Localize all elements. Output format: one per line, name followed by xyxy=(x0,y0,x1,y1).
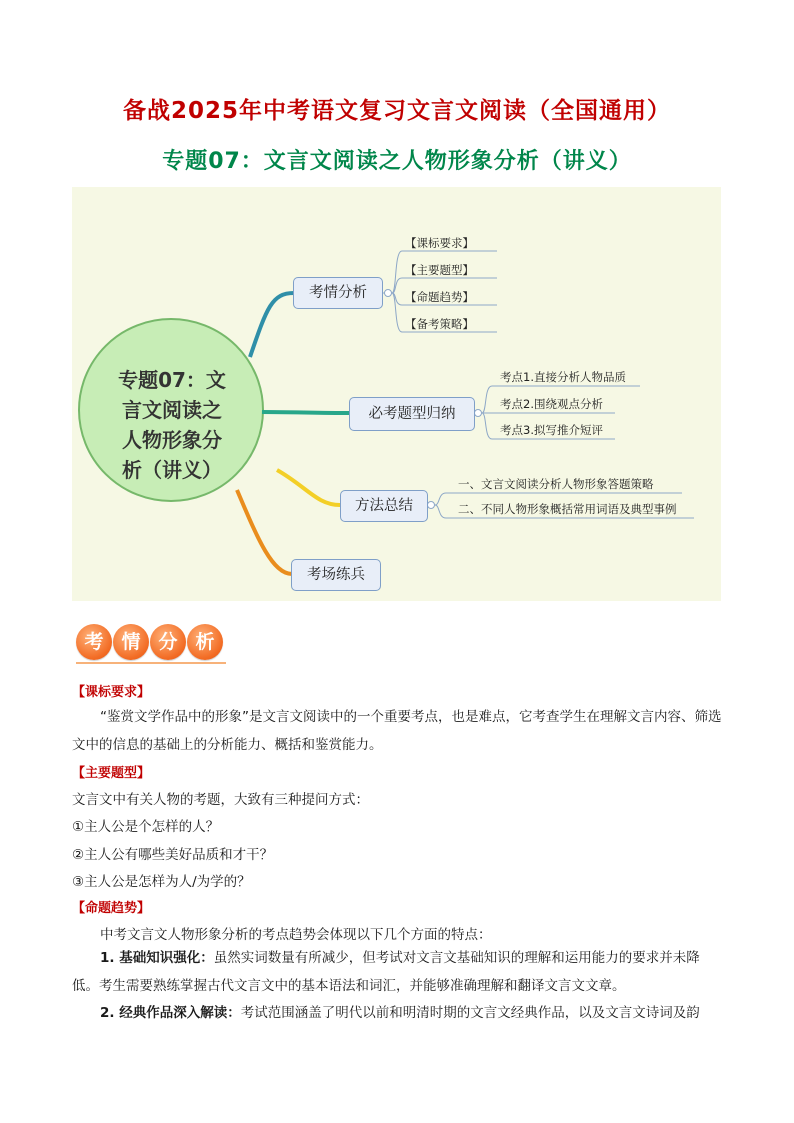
center-line: 言文阅读之 xyxy=(122,398,222,422)
trend-point-1 xyxy=(72,944,722,1000)
paragraph-kebiao: “鉴赏文学作品中的形象”是文言文阅读中的一个重要考点，也是难点，它考查学生在理解文言内容、筛选文中的信息的基础上的分析能力、概括和鉴赏能力。 xyxy=(72,709,722,753)
banner-underline xyxy=(76,662,226,664)
branch-node-lianbing: 考场练兵 xyxy=(291,559,381,591)
leaf-celue: 【备考策略】 xyxy=(405,317,474,331)
document-title: 备战2025年中考语文复习文言文阅读（全国通用） xyxy=(122,98,671,124)
center-line: 析（讲义） xyxy=(122,458,222,482)
question-item: ②主人公有哪些美好品质和才干？ xyxy=(72,847,274,863)
leaf-kaodian-2: 考点2.围绕观点分析 xyxy=(500,397,603,411)
section-banner-kaoqing xyxy=(76,622,226,662)
tixing-intro: 文言文中有关人物的考题，大致有三种提问方式： xyxy=(72,792,369,808)
trend-point-2-text: 考试范围涵盖了明代以前和明清时期的文言文经典作品，以及文言文诗词及韵 xyxy=(240,1005,700,1021)
qushi-intro: 中考文言文人物形象分析的考点趋势会体现以下几个方面的特点： xyxy=(100,927,492,943)
banner-char: 分 xyxy=(150,624,186,660)
leaf-fangfa-2: 二、不同人物形象概括常用词语及典型事例 xyxy=(458,502,677,516)
leaf-kaodian-1: 考点1.直接分析人物品质 xyxy=(500,370,626,384)
mind-map xyxy=(72,187,721,601)
heading-tixing: 【主要题型】 xyxy=(72,766,151,781)
heading-qushi: 【命题趋势】 xyxy=(72,901,151,916)
mind-map-center-text xyxy=(102,365,242,485)
branch-node-bikao: 必考题型归纳 xyxy=(349,397,475,431)
connector-branch-3 xyxy=(277,470,340,505)
trend-point-2 xyxy=(72,999,722,1027)
center-line: 专题07：文 xyxy=(118,368,226,392)
question-item: ③主人公是怎样为人/为学的？ xyxy=(72,874,251,890)
heading-kebiao: 【课标要求】 xyxy=(72,685,151,700)
connector-branch-4 xyxy=(237,490,292,574)
connector-branch-1 xyxy=(250,293,294,357)
leaf-qushi: 【命题趋势】 xyxy=(405,290,474,304)
branch-node-fangfa: 方法总结 xyxy=(340,490,428,522)
banner-char: 析 xyxy=(187,624,223,660)
document-subtitle: 专题07：文言文阅读之人物形象分析（讲义） xyxy=(162,149,632,174)
trend-point-1-text: 虽然实词数量有所减少，但考试对文言文基础知识的理解和运用能力的要求并未降低。考生需要熟练掌握古代文言文中的基本语法和词汇，并能够准确理解和翻译文言文文章。 xyxy=(72,950,700,994)
leaf-kaodian-3: 考点3.拟写推介短评 xyxy=(500,423,603,437)
connector-branch-2 xyxy=(262,412,350,413)
branch-node-kaoqing: 考情分析 xyxy=(293,277,383,309)
question-item: ①主人公是个怎样的人？ xyxy=(72,819,220,835)
leaf-kebiao: 【课标要求】 xyxy=(405,236,474,250)
trend-point-2-label: 2. 经典作品深入解读： xyxy=(100,1005,241,1021)
banner-char: 情 xyxy=(113,624,149,660)
leaf-fangfa-1: 一、文言文阅读分析人物形象答题策略 xyxy=(458,477,654,491)
leaf-tixing: 【主要题型】 xyxy=(405,263,474,277)
center-line: 人物形象分 xyxy=(122,428,222,452)
banner-char: 考 xyxy=(76,624,112,660)
trend-point-1-label: 1. 基础知识强化： xyxy=(100,950,214,966)
